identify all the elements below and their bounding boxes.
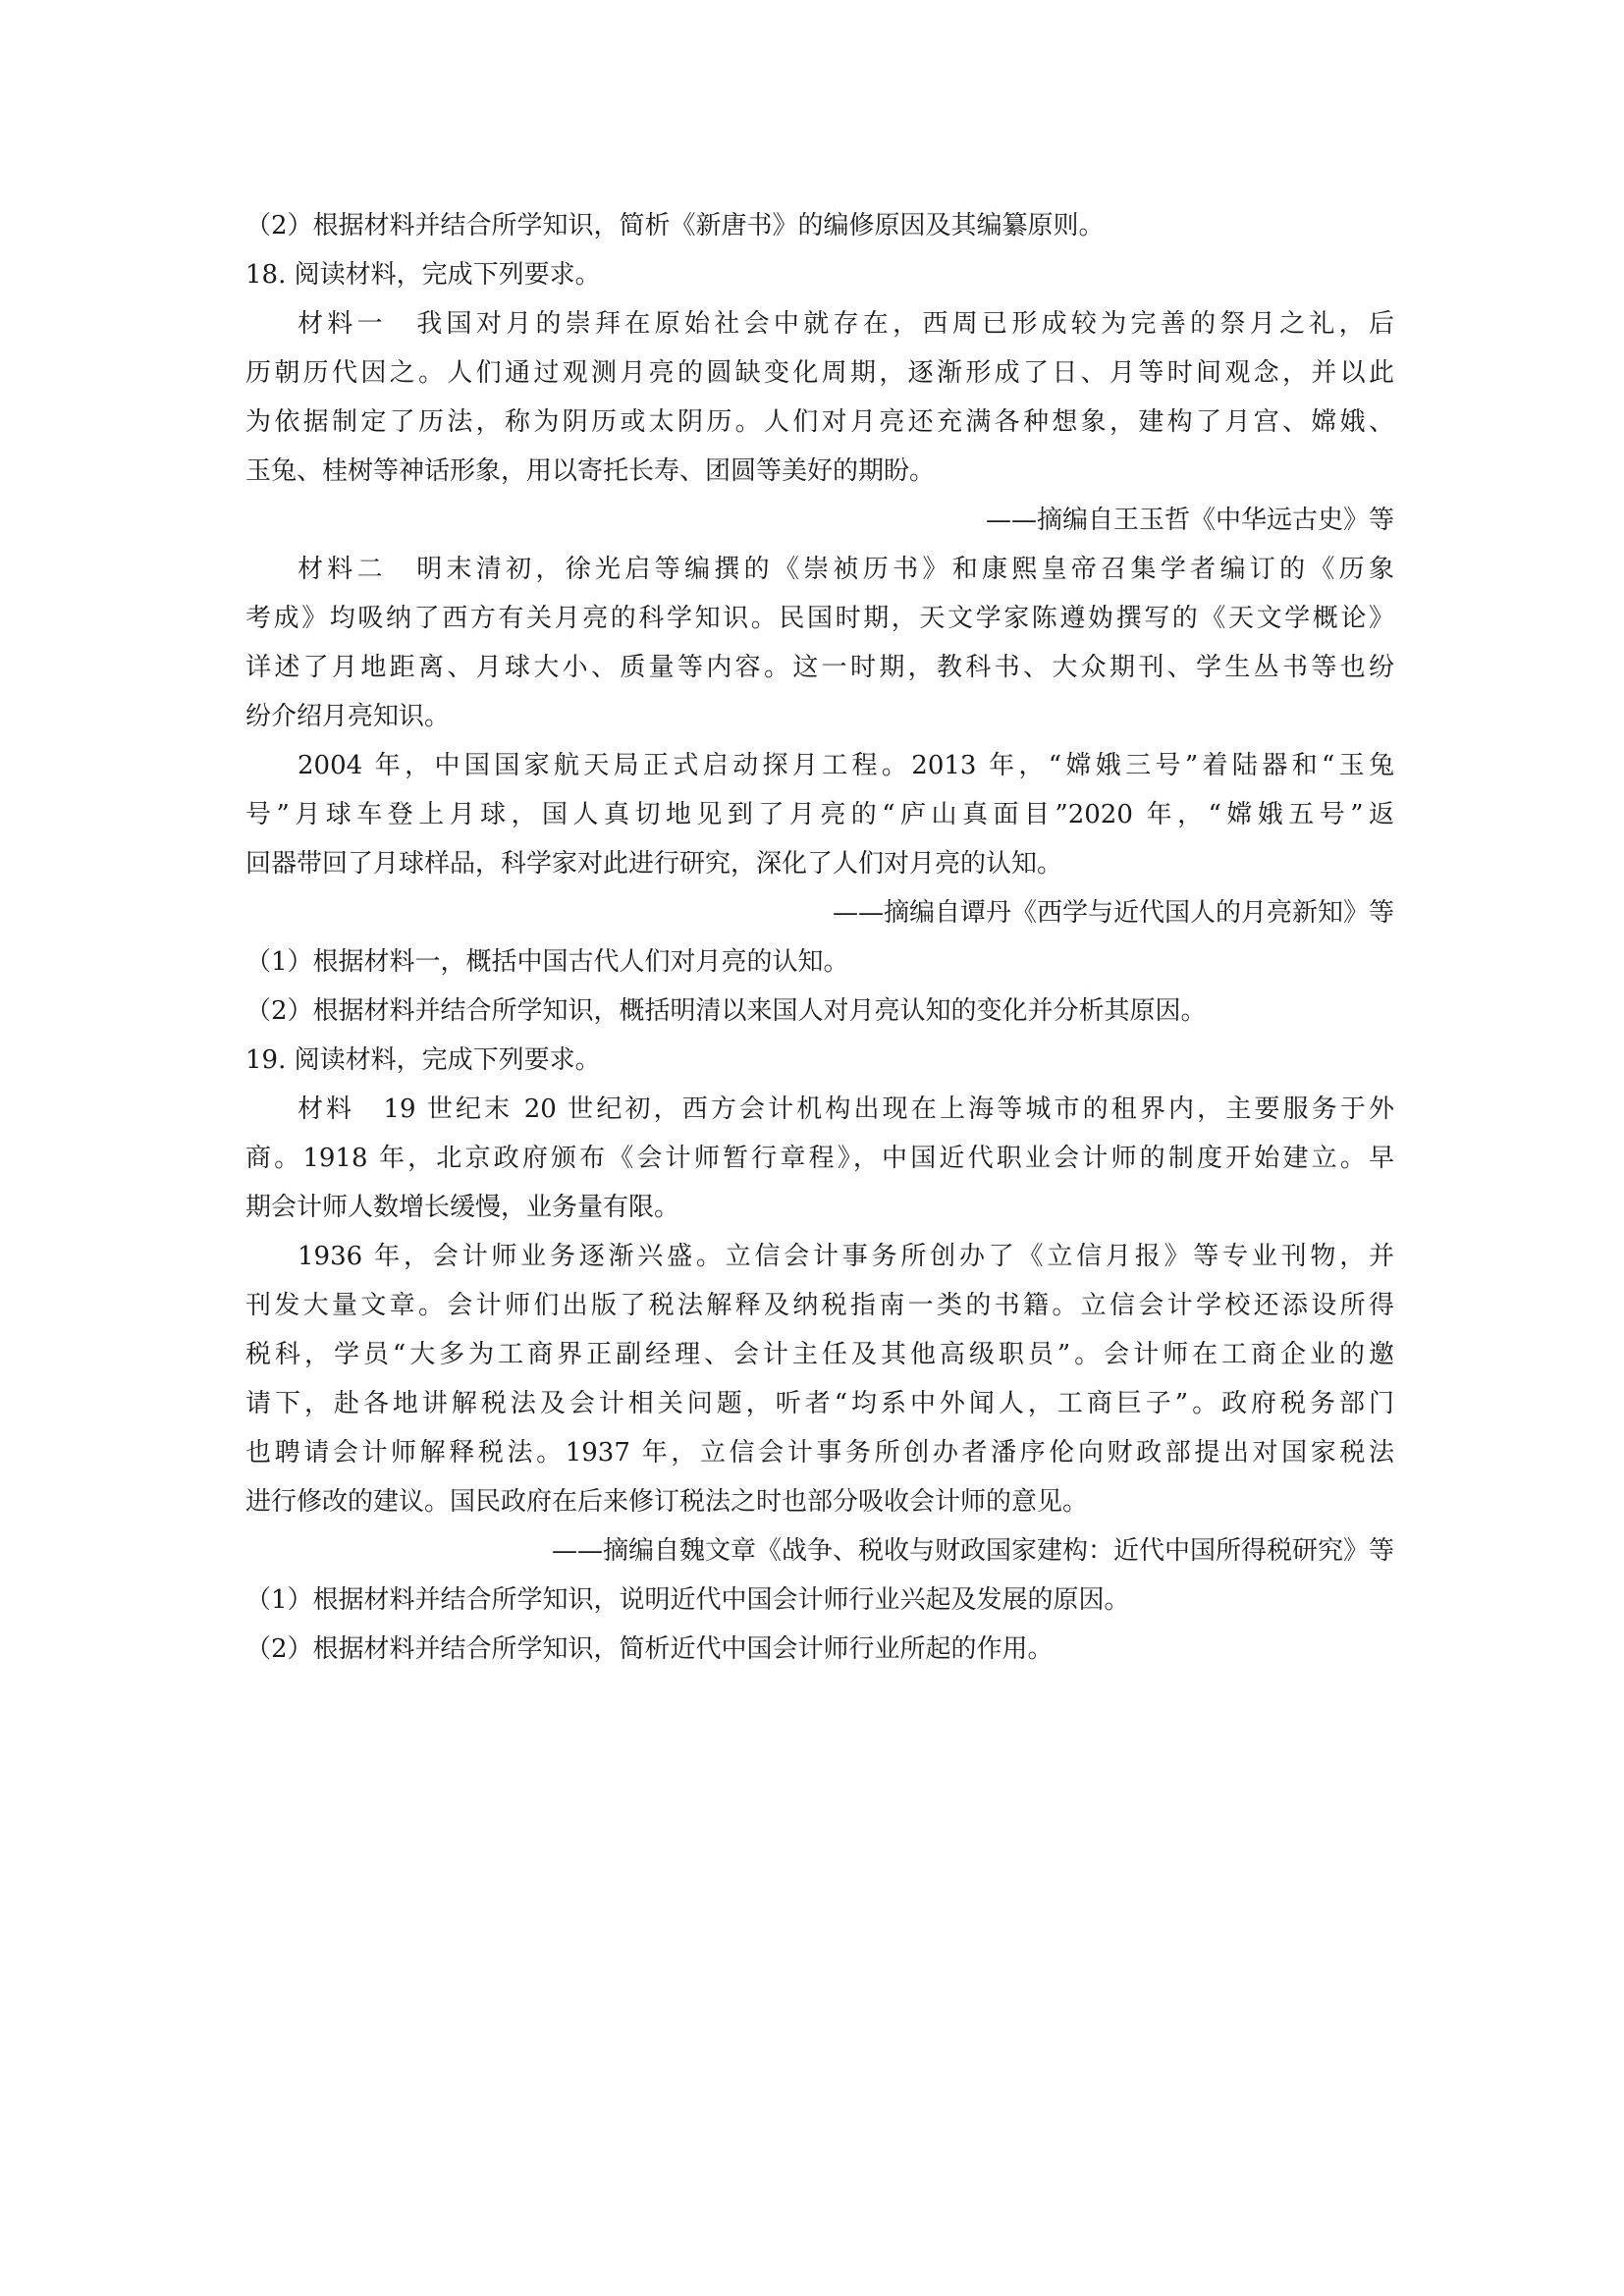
question-18-part-1: （1）根据材料一，概括中国古代人们对月亮的认知。 <box>245 947 849 977</box>
material-1-line: 为依据制定了历法，称为阴历或太阴历。人们对月亮还充满各种想象，建构了月宫、嫦娥、 <box>245 407 1394 437</box>
material-1-source: ——摘编自王玉哲《中华远古史》等 <box>985 506 1394 535</box>
question-19-header: 19. 阅读材料，完成下列要求。 <box>245 1045 601 1075</box>
material-1-line: 材料一 我国对月的崇拜在原始社会中就存在，西周已形成较为完善的祭月之礼，后 <box>298 309 1394 339</box>
material-3-line: 进行修改的建议。国民政府在后来修订税法之时也部分吸收会计师的意见。 <box>245 1487 1089 1517</box>
question-18-part-2: （2）根据材料并结合所学知识，概括明清以来国人对月亮认知的变化并分析其原因。 <box>245 996 1207 1026</box>
material-2-line: 号”月球车登上月球，国人真切地见到了月亮的“庐山真面目”2020 年，“嫦娥五号”返 <box>245 800 1394 829</box>
material-2-line: 考成》均吸纳了西方有关月亮的科学知识。民国时期，天文学家陈遵妫撰写的《天文学概论》 <box>245 604 1394 633</box>
exam-page <box>245 201 1394 1674</box>
material-3-line: 材料 19 世纪末 20 世纪初，西方会计机构出现在上海等城市的租界内，主要服务于外 <box>298 1095 1394 1124</box>
material-3-line: 税科，学员“大多为工商界正副经理、会计主任及其他高级职员”。会计师在工商企业的邀 <box>245 1340 1394 1369</box>
material-3-source: ——摘编自魏文章《战争、税收与财政国家建构：近代中国所得税研究》等 <box>551 1536 1394 1566</box>
material-2-line: 2004 年，中国国家航天局正式启动探月工程。2013 年，“嫦娥三号”着陆器和“玉兔 <box>298 751 1394 780</box>
question-19-part-2: （2）根据材料并结合所学知识，简析近代中国会计师行业所起的作用。 <box>245 1634 1054 1664</box>
material-3-line: 刊发大量文章。会计师们出版了税法解释及纳税指南一类的书籍。立信会计学校还添设所得 <box>245 1291 1394 1320</box>
material-2-line: 材料二 明末清初，徐光启等编撰的《崇祯历书》和康熙皇帝召集学者编订的《历象 <box>298 555 1394 584</box>
question-17-part-2: （2）根据材料并结合所学知识，简析《新唐书》的编修原因及其编纂原则。 <box>245 211 1105 240</box>
material-2-source: ——摘编自谭丹《西学与近代国人的月亮新知》等 <box>832 898 1394 928</box>
material-2-line: 纷介绍月亮知识。 <box>245 702 451 731</box>
material-3-line: 商。1918 年，北京政府颁布《会计师暂行章程》，中国近代职业会计师的制度开始建立。早 <box>245 1144 1394 1173</box>
material-1-line: 历朝历代因之。人们通过观测月亮的圆缺变化周期，逐渐形成了日、月等时间观念，并以此 <box>245 358 1394 388</box>
material-3-line: 1936 年，会计师业务逐渐兴盛。立信会计事务所创办了《立信月报》等专业刊物，并 <box>298 1242 1394 1271</box>
material-3-line: 请下，赴各地讲解税法及会计相关问题，听者“均系中外闻人，工商巨子”。政府税务部门 <box>245 1389 1394 1418</box>
material-2-line: 回器带回了月球样品，科学家对此进行研究，深化了人们对月亮的认知。 <box>245 849 1063 879</box>
question-19-part-1: （1）根据材料并结合所学知识，说明近代中国会计师行业兴起及发展的原因。 <box>245 1585 1130 1615</box>
material-3-line: 也聘请会计师解释税法。1937 年，立信会计事务所创办者潘序伦向财政部提出对国家税法 <box>245 1438 1394 1468</box>
question-18-header: 18. 阅读材料，完成下列要求。 <box>245 260 601 290</box>
material-1-line: 玉兔、桂树等神话形象，用以寄托长寿、团圆等美好的期盼。 <box>245 456 936 486</box>
material-3-line: 期会计师人数增长缓慢，业务量有限。 <box>245 1193 680 1222</box>
material-2-line: 详述了月地距离、月球大小、质量等内容。这一时期，教科书、大众期刊、学生丛书等也纷 <box>245 653 1394 682</box>
